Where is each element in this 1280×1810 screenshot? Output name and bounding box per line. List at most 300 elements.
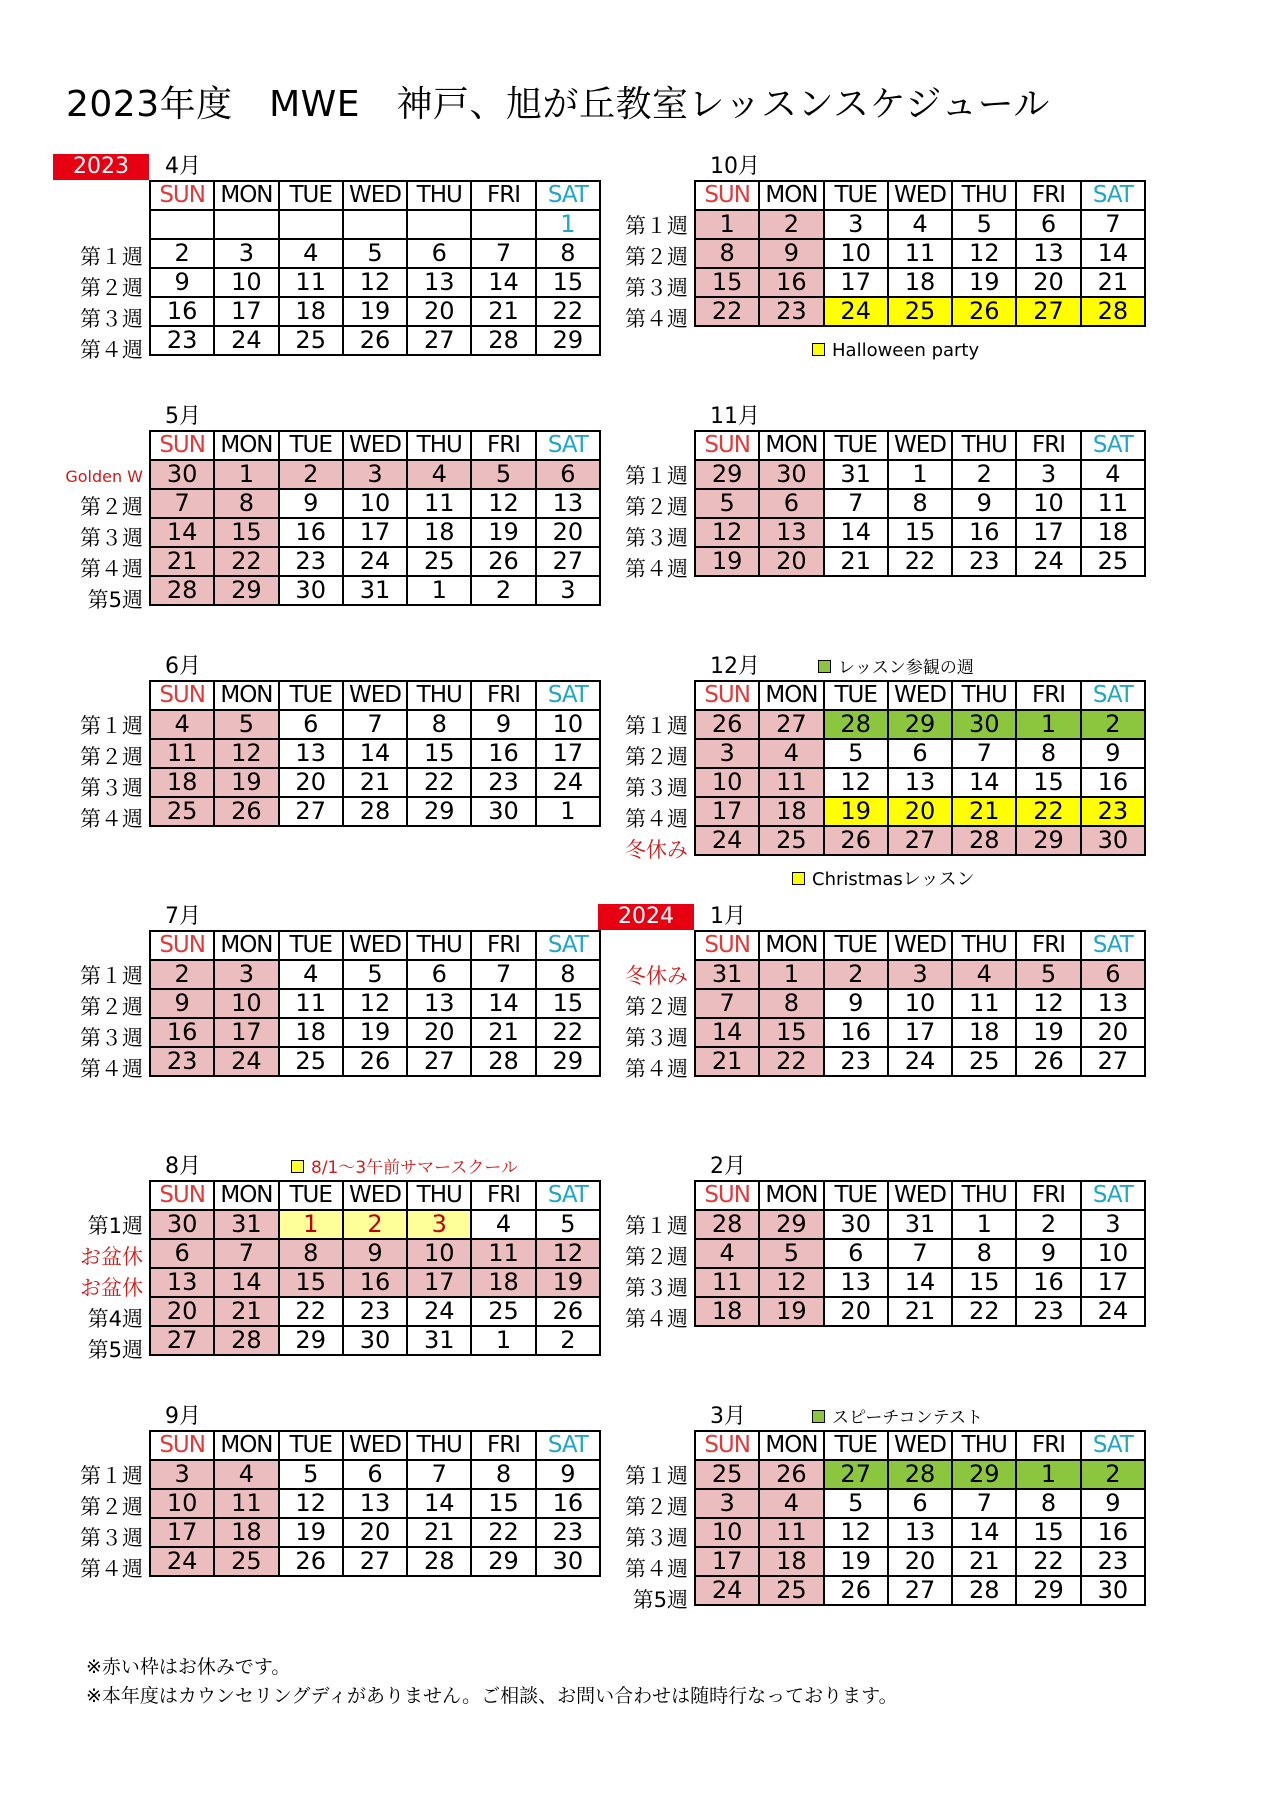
week-label: 第１週 xyxy=(625,1214,688,1238)
day-cell: 5 xyxy=(214,710,278,739)
day-cell: 18 xyxy=(471,1268,535,1297)
day-cell: 14 xyxy=(343,739,407,768)
day-cell: 14 xyxy=(150,518,214,547)
calendar-table xyxy=(694,180,1146,327)
month-label-row xyxy=(694,654,1146,680)
month-label-row xyxy=(149,1154,601,1180)
day-cell: 2 xyxy=(536,1326,600,1355)
day-cell: 13 xyxy=(407,989,471,1018)
weekday-header: SAT xyxy=(536,431,600,460)
day-cell: 22 xyxy=(214,547,278,576)
week-label: 第３週 xyxy=(625,776,688,800)
day-cell: 26 xyxy=(1016,1047,1080,1076)
day-cell: 12 xyxy=(1016,989,1080,1018)
day-cell: 24 xyxy=(824,297,888,326)
weekday-header: FRI xyxy=(1016,681,1080,710)
day-cell: 14 xyxy=(952,768,1016,797)
day-cell: 20 xyxy=(1081,1018,1145,1047)
week-row xyxy=(695,518,1145,547)
week-label: 第1週 xyxy=(87,1214,143,1238)
day-cell: 11 xyxy=(471,1239,535,1268)
day-cell: 4 xyxy=(407,460,471,489)
day-cell: 25 xyxy=(888,297,952,326)
day-cell: 11 xyxy=(150,739,214,768)
day-cell: 9 xyxy=(150,268,214,297)
day-cell: 24 xyxy=(695,1576,759,1605)
day-cell: 26 xyxy=(471,547,535,576)
weekday-header: SUN xyxy=(695,681,759,710)
weekday-header: WED xyxy=(888,181,952,210)
week-row xyxy=(695,210,1145,239)
day-cell: 5 xyxy=(759,1239,823,1268)
day-cell: 26 xyxy=(343,1047,407,1076)
day-cell: 14 xyxy=(214,1268,278,1297)
week-row xyxy=(695,1047,1145,1076)
week-row xyxy=(150,739,600,768)
week-label: 第３週 xyxy=(625,276,688,300)
day-cell: 9 xyxy=(471,710,535,739)
day-cell: 10 xyxy=(407,1239,471,1268)
calendar-table xyxy=(694,680,1146,856)
day-cell: 5 xyxy=(343,239,407,268)
day-cell: 24 xyxy=(407,1297,471,1326)
weekday-header: WED xyxy=(343,681,407,710)
weekday-header: FRI xyxy=(471,1181,535,1210)
weekday-header: SAT xyxy=(1081,181,1145,210)
week-row xyxy=(150,1047,600,1076)
day-cell: 26 xyxy=(536,1297,600,1326)
week-label: 第２週 xyxy=(80,1495,143,1519)
week-row xyxy=(150,989,600,1018)
day-cell: 28 xyxy=(952,826,1016,855)
weekday-header: SUN xyxy=(695,181,759,210)
week-row xyxy=(150,1547,600,1576)
weekday-header: TUE xyxy=(824,681,888,710)
day-cell: 3 xyxy=(1081,1210,1145,1239)
day-cell: 3 xyxy=(888,960,952,989)
day-cell: 11 xyxy=(759,768,823,797)
weekday-header: THU xyxy=(407,681,471,710)
day-cell: 16 xyxy=(471,739,535,768)
day-cell: 19 xyxy=(824,797,888,826)
day-cell: 3 xyxy=(343,460,407,489)
day-cell: 18 xyxy=(407,518,471,547)
legend xyxy=(291,1156,518,1180)
day-cell: 9 xyxy=(536,1460,600,1489)
day-cell: 29 xyxy=(888,710,952,739)
day-cell: 2 xyxy=(952,460,1016,489)
day-cell: 15 xyxy=(536,989,600,1018)
day-cell: 4 xyxy=(759,1489,823,1518)
day-cell: 21 xyxy=(150,547,214,576)
day-cell: 24 xyxy=(1081,1297,1145,1326)
week-label: 第5週 xyxy=(87,588,143,612)
day-cell: 4 xyxy=(471,1210,535,1239)
calendar-table xyxy=(149,430,601,606)
day-cell: 13 xyxy=(888,768,952,797)
week-row xyxy=(695,1018,1145,1047)
day-cell: 3 xyxy=(536,576,600,605)
week-row xyxy=(150,768,600,797)
week-row xyxy=(150,1518,600,1547)
day-cell: 30 xyxy=(471,797,535,826)
day-cell: 12 xyxy=(343,989,407,1018)
day-cell: 1 xyxy=(279,1210,343,1239)
week-label: 第１週 xyxy=(625,464,688,488)
weekday-header: SUN xyxy=(150,1431,214,1460)
weekday-header: THU xyxy=(952,1431,1016,1460)
day-cell: 16 xyxy=(150,297,214,326)
calendar-table xyxy=(694,430,1146,577)
day-cell: 12 xyxy=(824,768,888,797)
day-cell: 20 xyxy=(888,797,952,826)
day-cell: 25 xyxy=(279,326,343,355)
day-cell: 25 xyxy=(471,1297,535,1326)
day-cell: 22 xyxy=(536,1018,600,1047)
month-name: 1月 xyxy=(710,904,746,929)
day-cell: 19 xyxy=(214,768,278,797)
day-cell: 23 xyxy=(279,547,343,576)
week-row xyxy=(150,1018,600,1047)
page-title: 2023年度 MWE 神戸、旭が丘教室レッスンスケジュール xyxy=(66,84,1050,125)
week-row xyxy=(695,1239,1145,1268)
day-cell: 14 xyxy=(407,1489,471,1518)
day-cell: 29 xyxy=(279,1326,343,1355)
day-cell: 23 xyxy=(150,326,214,355)
day-cell: 13 xyxy=(343,1489,407,1518)
day-cell: 9 xyxy=(1016,1239,1080,1268)
day-cell: 16 xyxy=(952,518,1016,547)
day-cell: 26 xyxy=(343,326,407,355)
day-cell: 19 xyxy=(343,297,407,326)
day-cell: 1 xyxy=(214,460,278,489)
day-cell: 22 xyxy=(888,547,952,576)
day-cell: 29 xyxy=(1016,826,1080,855)
weekday-header: MON xyxy=(759,181,823,210)
day-cell: 27 xyxy=(824,1460,888,1489)
day-cell: 30 xyxy=(536,1547,600,1576)
day-cell: 5 xyxy=(695,489,759,518)
day-cell: 7 xyxy=(695,989,759,1018)
day-cell: 6 xyxy=(407,960,471,989)
day-cell xyxy=(471,210,535,239)
day-cell: 18 xyxy=(279,1018,343,1047)
day-cell: 15 xyxy=(279,1268,343,1297)
day-cell: 16 xyxy=(150,1018,214,1047)
day-cell: 24 xyxy=(888,1047,952,1076)
day-cell xyxy=(343,210,407,239)
day-cell: 20 xyxy=(1016,268,1080,297)
day-cell: 11 xyxy=(279,989,343,1018)
weekday-header: TUE xyxy=(824,181,888,210)
day-cell: 23 xyxy=(952,547,1016,576)
day-cell: 10 xyxy=(888,989,952,1018)
calendar-table xyxy=(149,1430,601,1577)
day-cell: 12 xyxy=(279,1489,343,1518)
weekday-header: SAT xyxy=(536,1431,600,1460)
legend-below xyxy=(812,339,979,363)
day-cell: 28 xyxy=(214,1326,278,1355)
day-cell: 24 xyxy=(150,1547,214,1576)
week-row xyxy=(150,489,600,518)
day-cell: 27 xyxy=(888,826,952,855)
day-cell: 20 xyxy=(279,768,343,797)
week-label: 冬休み xyxy=(625,838,688,862)
day-cell: 4 xyxy=(952,960,1016,989)
week-label: 第２週 xyxy=(625,1245,688,1269)
day-cell: 10 xyxy=(695,768,759,797)
week-label: 第２週 xyxy=(80,276,143,300)
month-label-row xyxy=(694,404,1146,430)
weekday-header: SAT xyxy=(536,1181,600,1210)
day-cell: 21 xyxy=(824,547,888,576)
day-cell: 13 xyxy=(150,1268,214,1297)
day-cell: 16 xyxy=(1081,768,1145,797)
day-cell: 25 xyxy=(695,1460,759,1489)
weekday-header: WED xyxy=(888,931,952,960)
day-cell: 6 xyxy=(888,739,952,768)
day-cell: 24 xyxy=(214,326,278,355)
day-cell: 16 xyxy=(1016,1268,1080,1297)
month-name: 3月 xyxy=(710,1404,746,1429)
calendar-table xyxy=(149,1180,601,1356)
day-cell: 13 xyxy=(1016,239,1080,268)
weekday-header: SUN xyxy=(695,431,759,460)
legend-text: Halloween party xyxy=(832,340,980,361)
week-row xyxy=(695,268,1145,297)
day-cell: 7 xyxy=(471,960,535,989)
weekday-header: FRI xyxy=(1016,1181,1080,1210)
day-cell: 14 xyxy=(824,518,888,547)
day-cell: 22 xyxy=(471,1518,535,1547)
day-cell: 3 xyxy=(407,1210,471,1239)
day-cell: 23 xyxy=(343,1297,407,1326)
weekday-header: TUE xyxy=(824,1181,888,1210)
day-cell: 11 xyxy=(759,1518,823,1547)
day-cell: 30 xyxy=(279,576,343,605)
week-label: 第４週 xyxy=(80,557,143,581)
weekday-header: SAT xyxy=(1081,431,1145,460)
day-cell: 22 xyxy=(1016,1547,1080,1576)
day-cell: 5 xyxy=(1016,960,1080,989)
week-row xyxy=(150,268,600,297)
week-row xyxy=(695,710,1145,739)
day-cell: 2 xyxy=(150,960,214,989)
day-cell: 16 xyxy=(279,518,343,547)
weekday-header: TUE xyxy=(279,431,343,460)
weekday-header: MON xyxy=(759,431,823,460)
week-row xyxy=(695,1489,1145,1518)
day-cell: 14 xyxy=(952,1518,1016,1547)
week-label: 第３週 xyxy=(80,307,143,331)
day-cell xyxy=(214,210,278,239)
day-cell: 12 xyxy=(824,1518,888,1547)
legend-below xyxy=(792,868,975,892)
week-row xyxy=(695,1547,1145,1576)
week-row xyxy=(150,1326,600,1355)
weekday-header: SAT xyxy=(536,181,600,210)
day-cell: 17 xyxy=(1081,1268,1145,1297)
day-cell: 19 xyxy=(759,1297,823,1326)
day-cell: 30 xyxy=(343,1326,407,1355)
day-cell: 17 xyxy=(150,1518,214,1547)
day-cell: 28 xyxy=(1081,297,1145,326)
day-cell: 12 xyxy=(214,739,278,768)
day-cell: 24 xyxy=(536,768,600,797)
month-name: 11月 xyxy=(710,404,760,429)
week-row xyxy=(150,547,600,576)
weekday-header: MON xyxy=(214,181,278,210)
day-cell: 6 xyxy=(536,460,600,489)
weekday-header: THU xyxy=(407,431,471,460)
month-name: 4月 xyxy=(165,154,201,179)
week-label: 第３週 xyxy=(625,1276,688,1300)
day-cell: 7 xyxy=(214,1239,278,1268)
day-cell: 12 xyxy=(343,268,407,297)
day-cell: 4 xyxy=(214,1460,278,1489)
weekday-header: MON xyxy=(759,681,823,710)
day-cell: 27 xyxy=(759,710,823,739)
day-cell: 8 xyxy=(407,710,471,739)
weekday-header: MON xyxy=(214,931,278,960)
day-cell: 1 xyxy=(536,210,600,239)
calendar-table xyxy=(149,180,601,356)
weekday-header: WED xyxy=(343,931,407,960)
day-cell xyxy=(279,210,343,239)
day-cell: 23 xyxy=(536,1518,600,1547)
day-cell: 25 xyxy=(150,797,214,826)
day-cell: 3 xyxy=(214,960,278,989)
day-cell: 22 xyxy=(952,1297,1016,1326)
day-cell: 22 xyxy=(1016,797,1080,826)
weekday-header: TUE xyxy=(279,1181,343,1210)
day-cell: 13 xyxy=(279,739,343,768)
weekday-header: WED xyxy=(343,1181,407,1210)
day-cell: 6 xyxy=(279,710,343,739)
day-cell: 26 xyxy=(214,797,278,826)
day-cell: 3 xyxy=(1016,460,1080,489)
day-cell: 3 xyxy=(695,1489,759,1518)
week-label: 第３週 xyxy=(80,526,143,550)
weekday-header: FRI xyxy=(471,181,535,210)
day-cell: 2 xyxy=(759,210,823,239)
day-cell: 28 xyxy=(343,797,407,826)
weekday-header: THU xyxy=(952,431,1016,460)
day-cell: 9 xyxy=(1081,1489,1145,1518)
day-cell: 27 xyxy=(1081,1047,1145,1076)
week-row xyxy=(695,1210,1145,1239)
day-cell: 1 xyxy=(536,797,600,826)
day-cell: 30 xyxy=(1081,826,1145,855)
weekday-header: SAT xyxy=(1081,681,1145,710)
day-cell: 28 xyxy=(952,1576,1016,1605)
day-cell: 8 xyxy=(888,489,952,518)
day-cell: 17 xyxy=(824,268,888,297)
day-cell: 21 xyxy=(1081,268,1145,297)
day-cell: 25 xyxy=(279,1047,343,1076)
day-cell: 15 xyxy=(407,739,471,768)
day-cell: 22 xyxy=(407,768,471,797)
week-label: 第１週 xyxy=(80,714,143,738)
day-cell: 13 xyxy=(1081,989,1145,1018)
day-cell: 1 xyxy=(952,1210,1016,1239)
day-cell: 15 xyxy=(1016,1518,1080,1547)
weekday-header: THU xyxy=(407,1431,471,1460)
week-row xyxy=(150,960,600,989)
day-cell: 10 xyxy=(1081,1239,1145,1268)
year-badge: 2023 xyxy=(53,154,149,180)
week-row xyxy=(695,739,1145,768)
day-cell: 12 xyxy=(471,489,535,518)
day-cell: 26 xyxy=(824,1576,888,1605)
weekday-header: TUE xyxy=(824,1431,888,1460)
week-row xyxy=(150,1489,600,1518)
day-cell: 18 xyxy=(952,1018,1016,1047)
day-cell: 11 xyxy=(214,1489,278,1518)
day-cell: 11 xyxy=(695,1268,759,1297)
weekday-header: MON xyxy=(214,431,278,460)
day-cell: 5 xyxy=(952,210,1016,239)
day-cell: 9 xyxy=(952,489,1016,518)
weekday-header: SAT xyxy=(1081,1181,1145,1210)
day-cell: 29 xyxy=(695,460,759,489)
weekday-header: SUN xyxy=(695,1431,759,1460)
day-cell: 16 xyxy=(824,1018,888,1047)
week-row xyxy=(150,710,600,739)
day-cell: 10 xyxy=(214,268,278,297)
month-name: 6月 xyxy=(165,654,201,679)
day-cell: 3 xyxy=(150,1460,214,1489)
day-cell: 13 xyxy=(824,1268,888,1297)
day-cell: 10 xyxy=(150,1489,214,1518)
weekday-header: SUN xyxy=(150,681,214,710)
month-label-row xyxy=(73,154,601,180)
day-cell: 7 xyxy=(888,1239,952,1268)
weekday-header: FRI xyxy=(471,681,535,710)
day-cell: 17 xyxy=(343,518,407,547)
day-cell: 17 xyxy=(536,739,600,768)
day-cell: 15 xyxy=(471,1489,535,1518)
weekday-header: SAT xyxy=(536,931,600,960)
week-label: 第４週 xyxy=(80,1057,143,1081)
day-cell: 19 xyxy=(343,1018,407,1047)
day-cell: 19 xyxy=(695,547,759,576)
day-cell: 15 xyxy=(695,268,759,297)
day-cell: 22 xyxy=(759,1047,823,1076)
day-cell: 6 xyxy=(888,1489,952,1518)
weekday-header: MON xyxy=(759,1431,823,1460)
week-row xyxy=(150,210,600,239)
month-label-row xyxy=(149,404,601,430)
day-cell: 3 xyxy=(824,210,888,239)
week-row xyxy=(150,1297,600,1326)
weekday-header: THU xyxy=(952,1181,1016,1210)
day-cell: 6 xyxy=(759,489,823,518)
day-cell: 16 xyxy=(343,1268,407,1297)
day-cell: 28 xyxy=(888,1460,952,1489)
calendar-table xyxy=(694,1180,1146,1327)
day-cell: 30 xyxy=(1081,1576,1145,1605)
week-label: 第３週 xyxy=(625,526,688,550)
day-cell: 2 xyxy=(279,460,343,489)
day-cell: 6 xyxy=(150,1239,214,1268)
week-label: 第４週 xyxy=(625,807,688,831)
week-label: 第２週 xyxy=(80,495,143,519)
week-label: 第３週 xyxy=(80,1526,143,1550)
day-cell: 20 xyxy=(536,518,600,547)
weekday-header: TUE xyxy=(279,681,343,710)
legend-text: レッスン参観の週 xyxy=(838,658,974,678)
